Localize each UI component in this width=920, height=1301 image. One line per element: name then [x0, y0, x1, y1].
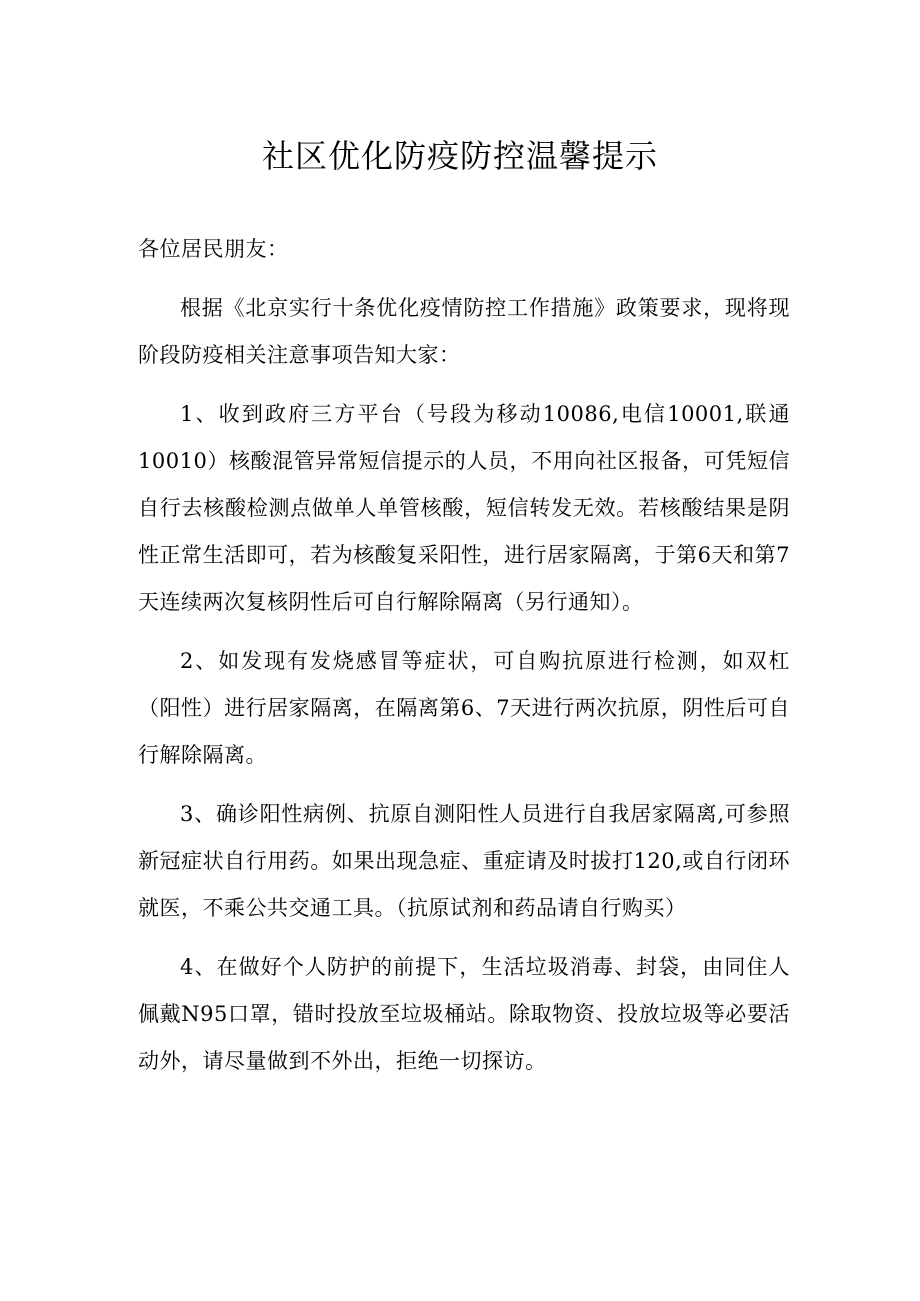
notice-item-4: 4、在做好个人防护的前提下，生活垃圾消毒、封袋，由同住人佩戴N95口罩，错时投放至垃圾桶站。除取物资、投放垃圾等必要活动外，请尽量做到不外出，拒绝一切探访。: [138, 955, 790, 1073]
notice-item-3: 3、确诊阳性病例、抗原自测阳性人员进行自我居家隔离,可参照新冠症状自行用药。如果出现急症、重症请及时拔打120,或自行闭环就医，不乘公共交通工具。（抗原试剂和药品请自行购买）: [138, 802, 790, 920]
notice-item-1: 1、收到政府三方平台（号段为移动10086,电信10001,联通10010）核酸混管异常短信提示的人员，不用向社区报备，可凭短信自行去核酸检测点做单人单管核酸，短信转发无效。若核酸结果是阴性正常生活即可，若为核酸复采阳性，进行居家隔离，于第6天和第7天连续两次复核阴性后可自行解除隔离（另行通知）。: [138, 402, 790, 614]
notice-item-2: 2、如发现有发烧感冒等症状，可自购抗原进行检测，如双杠（阳性）进行居家隔离，在隔离第6、7天进行两次抗原，阴性后可自行解除隔离。: [138, 649, 790, 767]
document-body: [138, 226, 790, 1097]
salutation: 各位居民朋友：: [138, 237, 289, 261]
intro-paragraph: 根据《北京实行十条优化疫情防控工作措施》政策要求，现将现阶段防疫相关注意事项告知大家：: [138, 296, 790, 367]
page-title: 社区优化防疫防控温馨提示: [261, 137, 658, 175]
